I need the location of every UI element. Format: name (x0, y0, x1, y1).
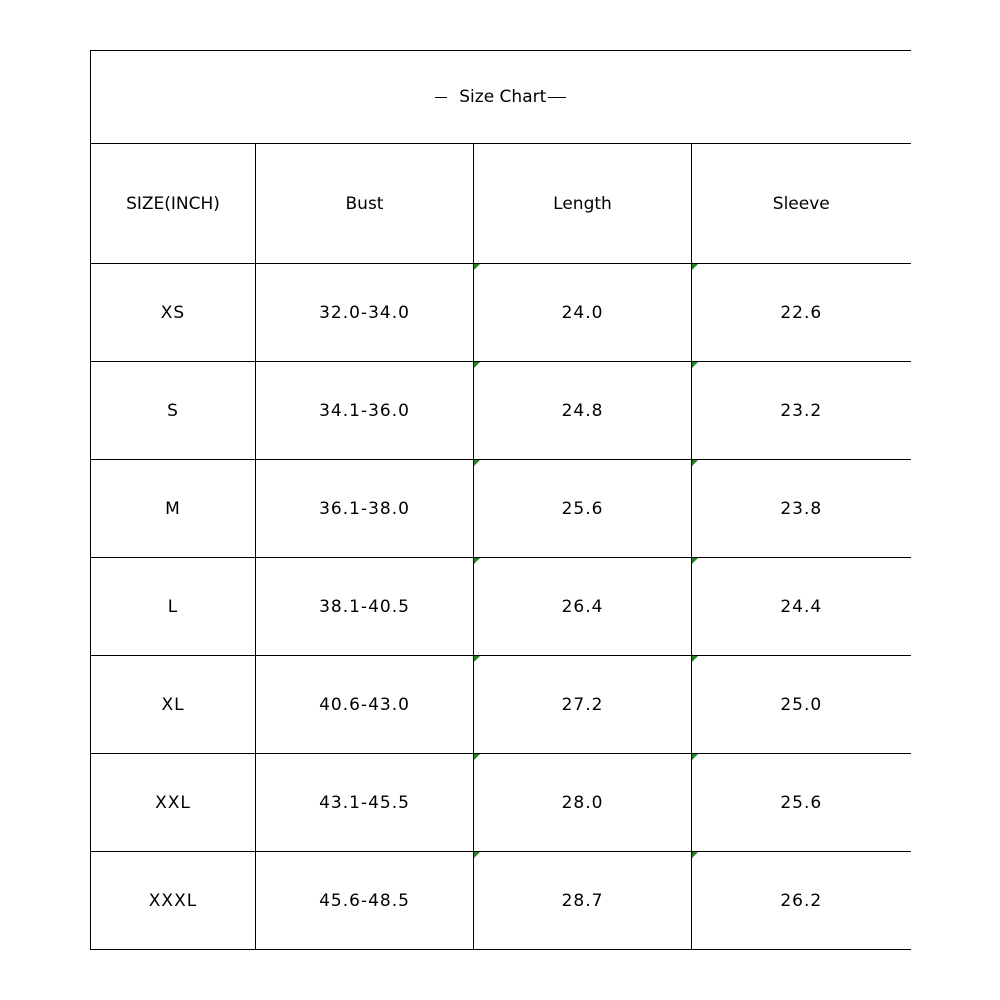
cell-bust-value: 40.6-43.0 (319, 694, 410, 715)
cell-corner-marker (474, 460, 480, 466)
header-row (91, 144, 911, 264)
cell-size (91, 754, 256, 852)
table-row (91, 754, 911, 852)
cell-bust (256, 852, 474, 950)
cell-bust-value: 32.0-34.0 (319, 302, 410, 323)
size-rows (91, 264, 911, 950)
cell-size-value: XXXL (148, 890, 198, 911)
chart-title: Size Chart (459, 87, 547, 107)
cell-sleeve-value: 25.0 (780, 694, 823, 715)
header-length: Length (474, 144, 692, 264)
cell-corner-marker (474, 558, 480, 564)
cell-size (91, 558, 256, 656)
cell-size (91, 460, 256, 558)
cell-sleeve (692, 754, 911, 852)
cell-corner-marker (474, 754, 480, 760)
cell-length (474, 852, 692, 950)
cell-sleeve-value: 23.8 (780, 498, 823, 519)
cell-length-value: 24.0 (561, 302, 604, 323)
cell-sleeve (692, 362, 911, 460)
table-row (91, 656, 911, 754)
cell-corner-marker (474, 852, 480, 858)
cell-size-value: L (167, 596, 179, 617)
cell-bust (256, 264, 474, 362)
cell-size-value: S (167, 400, 179, 421)
cell-length (474, 264, 692, 362)
cell-bust-value: 45.6-48.5 (319, 890, 410, 911)
cell-size-value: XXL (155, 792, 191, 813)
cell-corner-marker (692, 656, 698, 662)
header-sleeve: Sleeve (692, 144, 911, 264)
cell-length-value: 24.8 (561, 400, 604, 421)
cell-sleeve (692, 558, 911, 656)
cell-length (474, 656, 692, 754)
cell-sleeve (692, 852, 911, 950)
cell-sleeve (692, 264, 911, 362)
cell-sleeve-value: 24.4 (780, 596, 823, 617)
cell-bust (256, 656, 474, 754)
table-row (91, 852, 911, 950)
cell-length (474, 362, 692, 460)
cell-bust (256, 754, 474, 852)
cell-corner-marker (474, 362, 480, 368)
cell-size-value: M (165, 498, 181, 519)
table-row (91, 558, 911, 656)
table-row (91, 362, 911, 460)
cell-corner-marker (692, 460, 698, 466)
cell-corner-marker (692, 362, 698, 368)
cell-bust-value: 36.1-38.0 (319, 498, 410, 519)
header-size: SIZE(INCH) (91, 144, 256, 264)
cell-length (474, 558, 692, 656)
cell-corner-marker (692, 264, 698, 270)
chart-title-cell (91, 51, 911, 144)
cell-length-value: 26.4 (561, 596, 604, 617)
cell-corner-marker (692, 754, 698, 760)
size-chart-table (90, 50, 911, 950)
cell-sleeve (692, 460, 911, 558)
table-row (91, 264, 911, 362)
title-right-dash (548, 97, 566, 98)
cell-length (474, 754, 692, 852)
cell-bust-value: 34.1-36.0 (319, 400, 410, 421)
cell-bust-value: 38.1-40.5 (319, 596, 410, 617)
cell-sleeve-value: 22.6 (780, 302, 823, 323)
cell-length-value: 28.7 (561, 890, 604, 911)
cell-sleeve (692, 656, 911, 754)
cell-length (474, 460, 692, 558)
cell-bust (256, 460, 474, 558)
title-left-dash (435, 97, 447, 98)
cell-size-value: XS (160, 302, 186, 323)
cell-length-value: 25.6 (561, 498, 604, 519)
title-row (91, 51, 911, 144)
cell-corner-marker (474, 264, 480, 270)
cell-size (91, 656, 256, 754)
cell-sleeve-value: 26.2 (780, 890, 823, 911)
cell-size (91, 852, 256, 950)
cell-corner-marker (474, 656, 480, 662)
cell-size-value: XL (161, 694, 185, 715)
cell-size (91, 264, 256, 362)
cell-corner-marker (692, 852, 698, 858)
cell-length-value: 27.2 (561, 694, 604, 715)
header-bust: Bust (256, 144, 474, 264)
cell-bust (256, 362, 474, 460)
table-row (91, 460, 911, 558)
cell-bust-value: 43.1-45.5 (319, 792, 410, 813)
cell-corner-marker (692, 558, 698, 564)
cell-sleeve-value: 23.2 (780, 400, 823, 421)
cell-sleeve-value: 25.6 (780, 792, 823, 813)
cell-size (91, 362, 256, 460)
cell-bust (256, 558, 474, 656)
cell-length-value: 28.0 (561, 792, 604, 813)
